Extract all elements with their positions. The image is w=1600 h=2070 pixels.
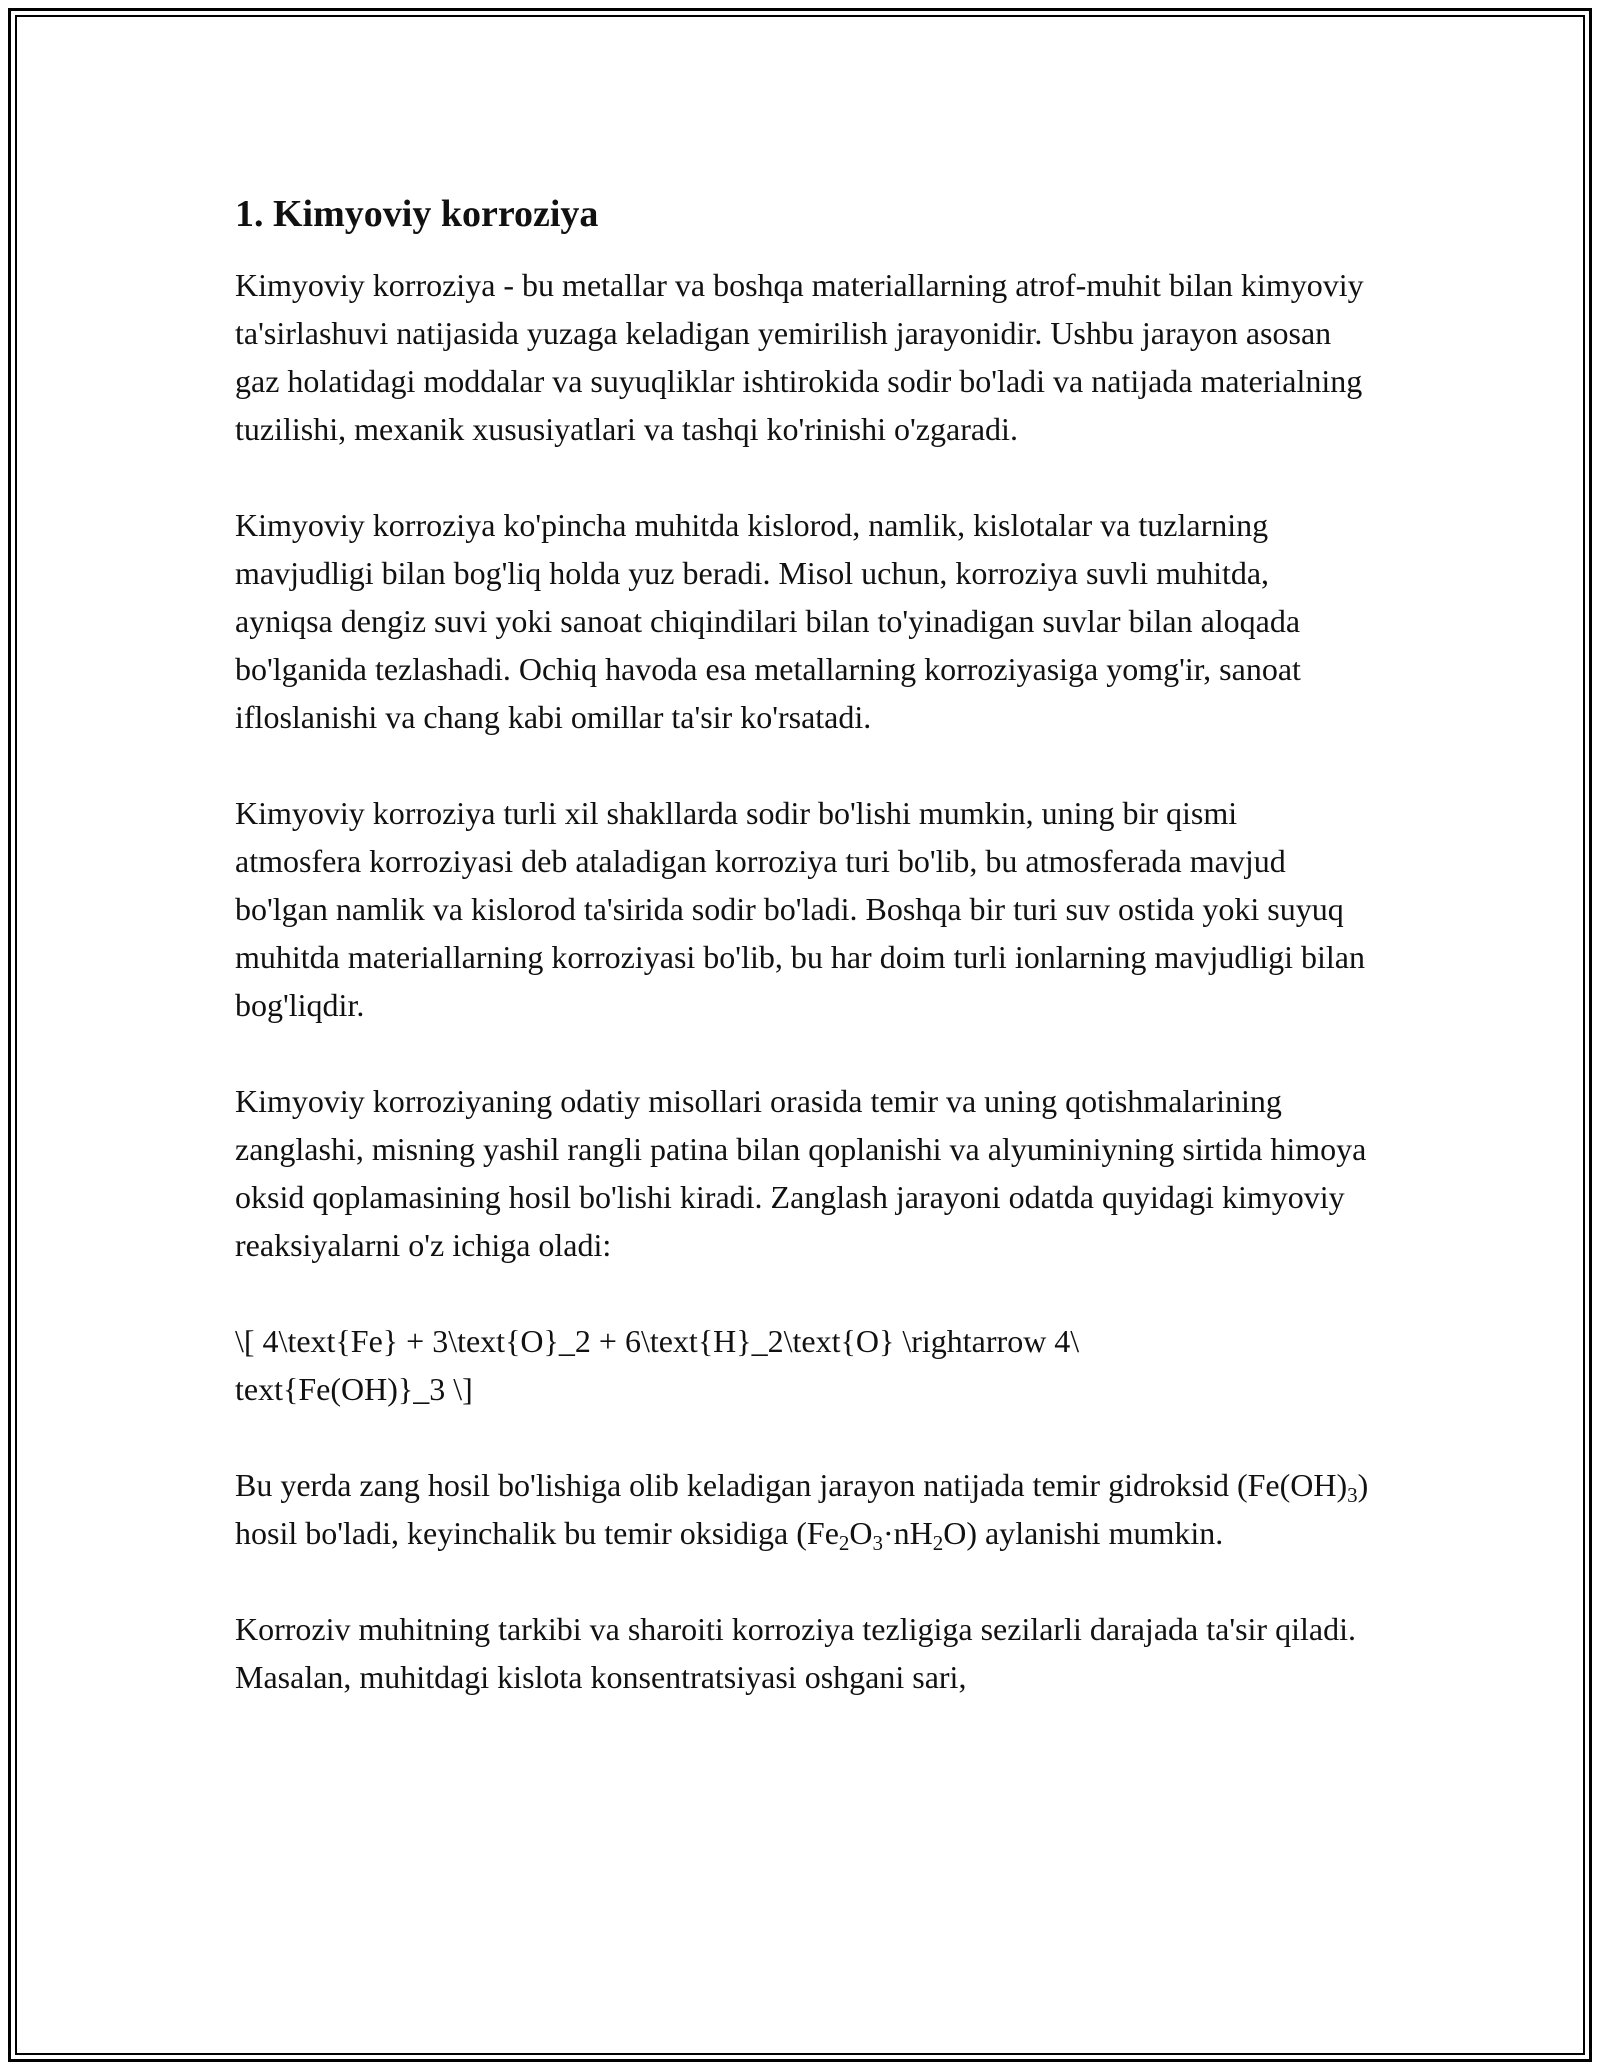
- equation-block: [235, 1317, 1370, 1413]
- rust-text-part: Bu yerda zang hosil bo'lishiga olib keladigan jarayon natijada temir gidroksid (Fe(OH): [235, 1467, 1348, 1503]
- paragraph-definition: Kimyoviy korroziya - bu metallar va boshqa materiallarning atrof-muhit bilan kimyoviy ta'sirlashuvi natijasida yuzaga keladigan yemirilish jarayonidir. Ushbu jarayon asosan gaz holatidagi moddalar va suyuqliklar ishtirokida sodir bo'ladi va natijada materialning tuzilishi, mexanik xususiyatlari va tashqi ko'rinishi o'zgaradi.: [235, 267, 1364, 447]
- rust-text-part: ·nH: [883, 1515, 933, 1551]
- rust-text-part: O: [849, 1515, 873, 1551]
- rust-text-part: ) hosil bo'ladi, keyinchalik bu temir oksidiga (Fe: [235, 1467, 1369, 1551]
- subscript: 2: [932, 1531, 944, 1555]
- subscript: 3: [872, 1531, 883, 1555]
- document-body: [235, 185, 1370, 1749]
- paragraph-final: Korroziv muhitning tarkibi va sharoiti korroziya tezligiga sezilarli darajada ta'sir qiladi. Masalan, muhitdagi kislota konsentratsiyasi oshgani sari,: [235, 1611, 1356, 1695]
- subscript: 3: [1347, 1483, 1358, 1507]
- equation-line-2: text{Fe(OH)}_3 \]: [235, 1371, 473, 1407]
- rust-text-part: O) aylanishi mumkin.: [943, 1515, 1224, 1551]
- paragraph-examples: Kimyoviy korroziyaning odatiy misollari orasida temir va uning qotishmalarining zanglashi, misning yashil rangli patina bilan qoplanishi va alyuminiyning sirtida himoya oksid qoplamasining hosil bo'lishi kiradi. Zanglash jarayoni odatda quyidagi kimyoviy reaksiyalarni o'z ichiga oladi:: [235, 1083, 1367, 1263]
- paragraph-rust: [235, 1461, 1370, 1557]
- equation-line-1: \[ 4\text{Fe} + 3\text{O}_2 + 6\text{H}_2\text{O} \rightarrow 4\: [235, 1323, 1080, 1359]
- paragraph-types: Kimyoviy korroziya turli xil shakllarda sodir bo'lishi mumkin, uning bir qismi atmosfera korroziyasi deb ataladigan korroziya turi bo'lib, bu atmosferada mavjud bo'lgan namlik va kislorod ta'sirida sodir bo'ladi. Boshqa bir turi suv ostida yoki suyuq muhitda materiallarning korroziyasi bo'lib, bu har doim turli ionlarning mavjudligi bilan bog'liqdir.: [235, 795, 1365, 1023]
- section-heading: 1. Kimyoviy korroziya: [235, 193, 599, 235]
- subscript: 2: [838, 1531, 850, 1555]
- paragraph-environment: Kimyoviy korroziya ko'pincha muhitda kislorod, namlik, kislotalar va tuzlarning mavjudligi bilan bog'liq holda yuz beradi. Misol uchun, korroziya suvli muhitda, ayniqsa dengiz suvi yoki sanoat chiqindilari bilan to'yinadigan suvlar bilan aloqada bo'lganida tezlashadi. Ochiq havoda esa metallarning korroziyasiga yomg'ir, sanoat ifloslanishi va chang kabi omillar ta'sir ko'rsatadi.: [235, 507, 1301, 735]
